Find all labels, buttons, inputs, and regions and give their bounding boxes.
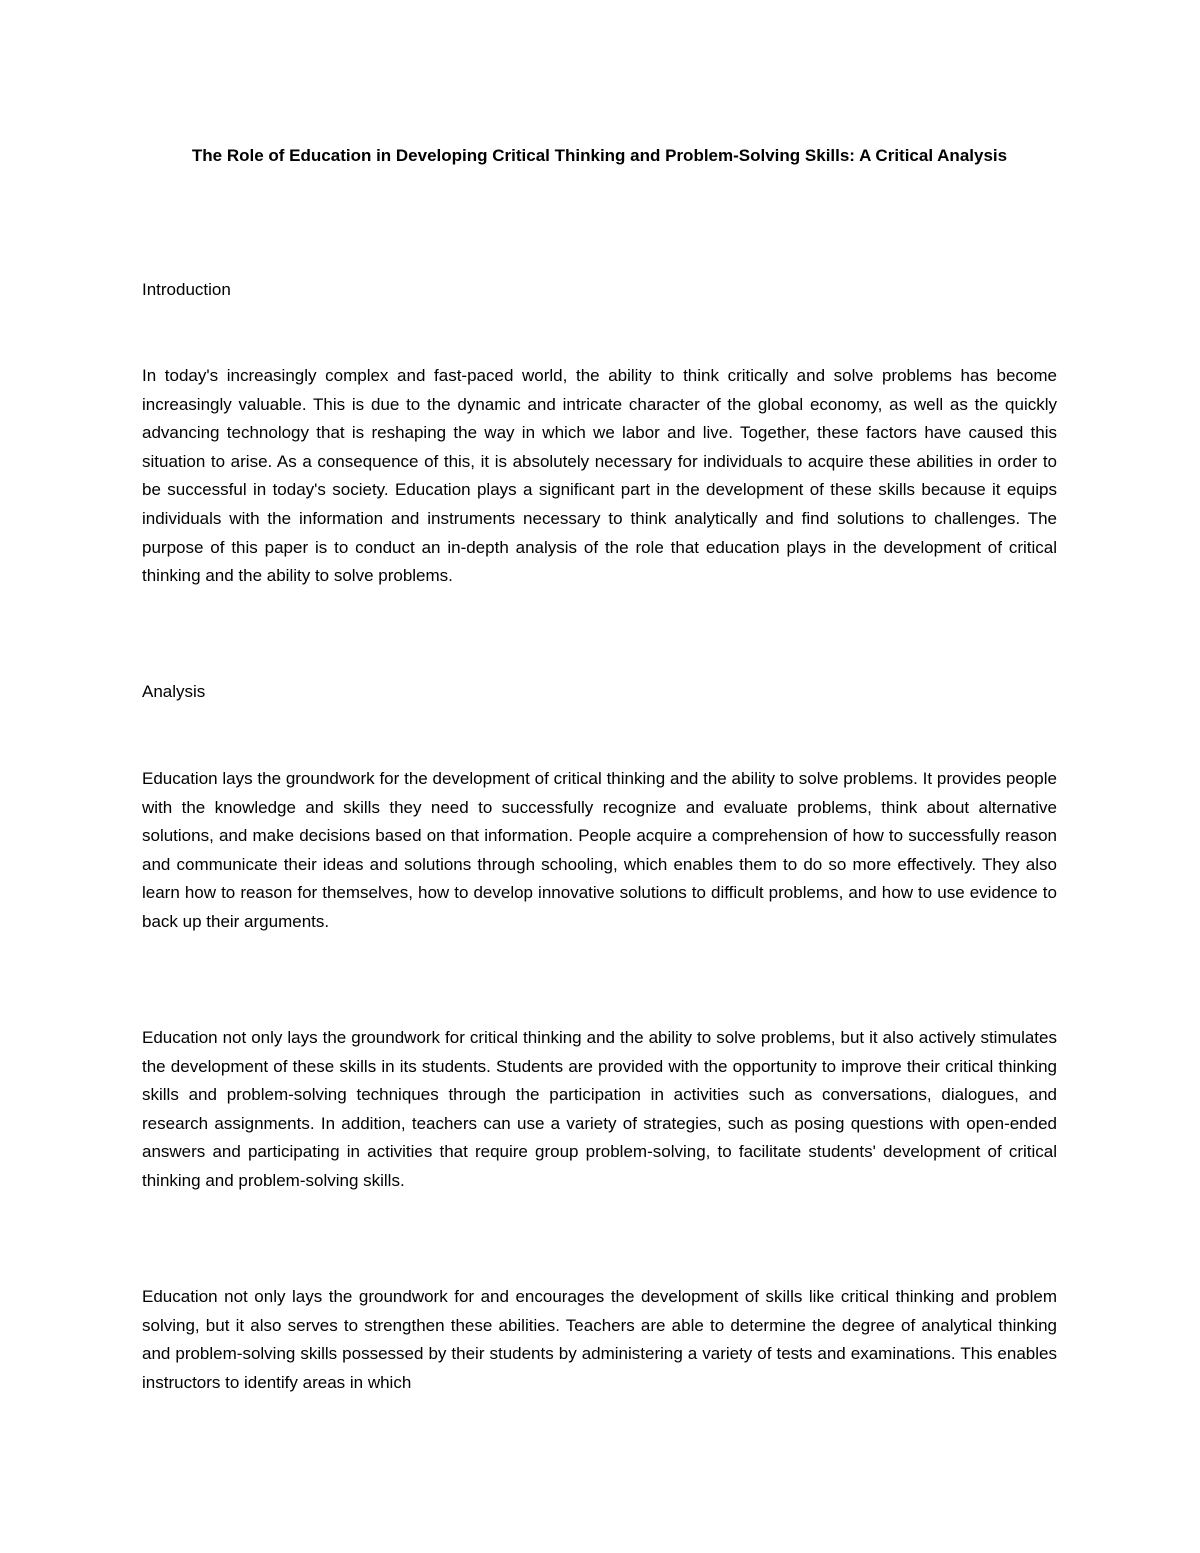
introduction-paragraph: In today's increasingly complex and fast-paced world, the ability to think critically and solve problems has become increasingly valuable. This is due to the dynamic and intricate character of the global economy, as well as the quickly advancing technology that is reshaping the way in which we labor and live. Together, these factors have caused this situation to arise. As a consequence of this, it is absolutely necessary for individuals to acquire these abilities in order to be successful in today's society. Education plays a significant part in the development of these skills because it equips individuals with the information and instruments necessary to think analytically and find solutions to challenges. The purpose of this paper is to conduct an in-depth analysis of the role that education plays in the development of critical thinking and the ability to solve problems. (142, 366, 1057, 586)
analysis-paragraph-3: Education not only lays the groundwork for and encourages the development of skills like critical thinking and problem solving, but it also serves to strengthen these abilities. Teachers are able to determine the degree of analytical thinking and problem-solving skills possessed by their students by administering a variety of tests and examinations. This enables instructors to identify areas in which (142, 1287, 1057, 1392)
section-heading-analysis: Analysis (142, 682, 206, 701)
section-heading-introduction: Introduction (142, 280, 231, 299)
analysis-paragraph-2: Education not only lays the groundwork for critical thinking and the ability to solve problems, but it also actively stimulates the development of these skills in its students. Students are provided with the opportunity to improve their critical thinking skills and problem-solving techniques through the participation in activities such as conversations, dialogues, and research assignments. In addition, teachers can use a variety of strategies, such as posing questions with open-ended answers and participating in activities that require group problem-solving, to facilitate students' development of critical thinking and problem-solving skills. (142, 1028, 1057, 1190)
analysis-paragraph-1: Education lays the groundwork for the development of critical thinking and the ability to solve problems. It provides people with the knowledge and skills they need to successfully recognize and evaluate problems, think about alternative solutions, and make decisions based on that information. People acquire a comprehension of how to successfully reason and communicate their ideas and solutions through schooling, which enables them to do so more effectively. They also learn how to reason for themselves, how to develop innovative solutions to difficult problems, and how to use evidence to back up their arguments. (142, 769, 1057, 931)
document-title: The Role of Education in Developing Critical Thinking and Problem-Solving Skills: A Critical Analysis (191, 146, 1008, 165)
